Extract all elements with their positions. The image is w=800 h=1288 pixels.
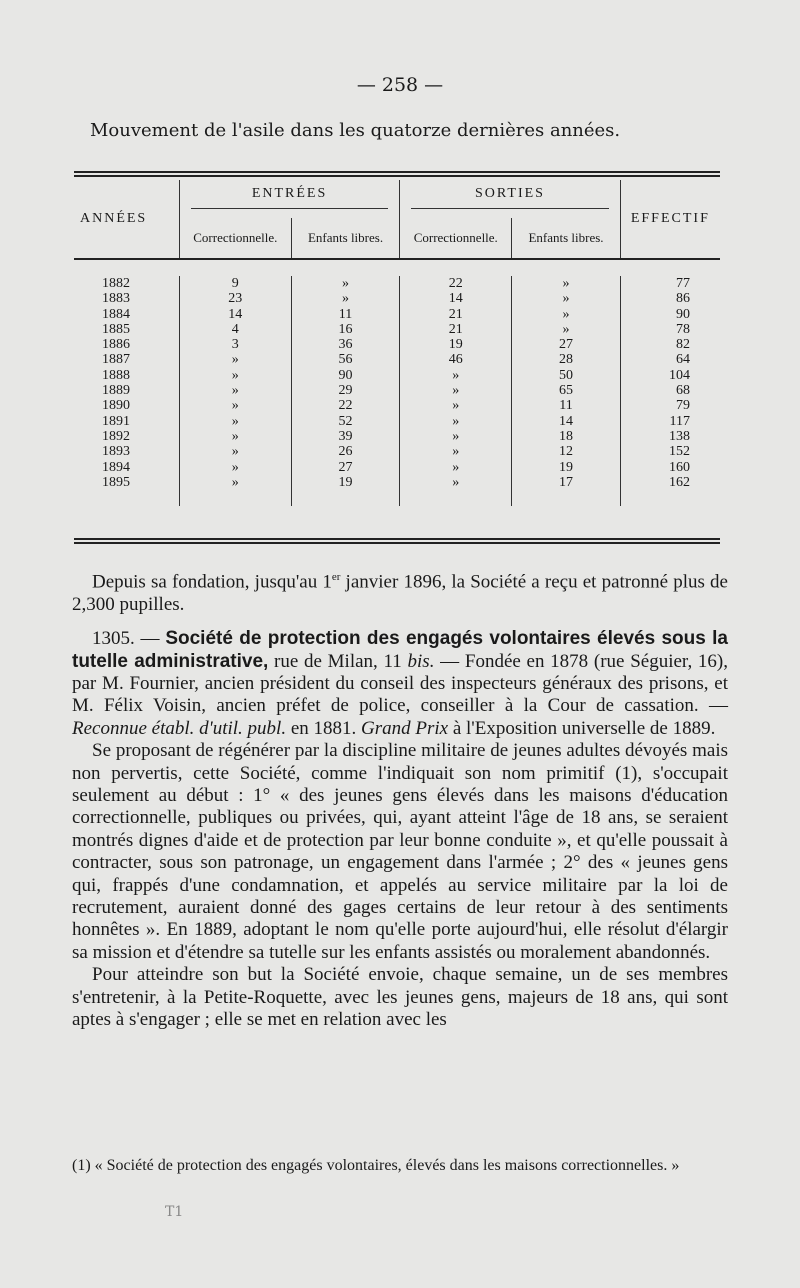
table-cell: 79 [620,398,720,413]
header-effective: EFFECTIF [620,180,720,259]
table-row [74,307,720,322]
table-cell: 11 [512,398,620,413]
table-cell: 65 [512,383,620,398]
table-cell: 152 [620,444,720,459]
table-cell: » [400,383,512,398]
paragraph-founding: Depuis sa fondation, jusqu'au 1er janvier 1896, la Société a reçu et patronné plus de 2,300 pupilles. [72,571,728,615]
paragraph-method: Pour atteindre son but la Société envoie, chaque semaine, un de ses membres s'entretenir, à la Petite-Roquette, avec les jeunes gens, majeurs de 18 ans, qui sont aptes à s'engager ; elle se met en relation avec les [72,964,728,1031]
table-cell: » [400,429,512,444]
table-cell: » [400,368,512,383]
table-cell: 64 [620,352,720,367]
table-cell: 138 [620,429,720,444]
table-cell: » [179,460,291,475]
table-cell: » [291,276,399,291]
table-cell: 162 [620,475,720,490]
table-cell: 1888 [102,367,130,383]
table-row [74,276,720,291]
header-entries-correctional: Correctionnelle. [179,218,291,259]
footnote: (1) « Société de protection des engagés volontaires, élevés dans les maisons correctionnelles. » [72,1157,680,1174]
table-row [74,291,720,306]
table-cell: 1891 [102,413,130,429]
table-cell: 86 [620,291,720,306]
table-cell: » [512,276,620,291]
table-cell: 39 [291,429,399,444]
table-cell: » [512,307,620,322]
table-cell: » [512,291,620,306]
table-cell: 16 [291,322,399,337]
table-cell: 1885 [102,321,130,337]
table-cell: 117 [620,414,720,429]
table-cell: 19 [291,475,399,490]
page-number: — 258 — [356,74,444,96]
table-cell: 36 [291,337,399,352]
table-cell: » [291,291,399,306]
table-cell: » [179,414,291,429]
table-row [74,460,720,475]
table-cell: 14 [179,307,291,322]
table-cell: 50 [512,368,620,383]
table-cell: 52 [291,414,399,429]
table-cell: 27 [291,460,399,475]
table-cell: » [179,444,291,459]
table-cell: 19 [400,337,512,352]
table-cell: 1883 [102,291,130,307]
header-entries-label: ENTRÉES [251,186,328,201]
table-cell: 23 [179,291,291,306]
table-cell: 1893 [102,444,130,460]
table-cell: 1889 [102,383,130,399]
table-cell: 1884 [102,306,130,322]
table-cell: 21 [400,307,512,322]
bottom-mark: T1 [165,1204,184,1220]
table-cell: 28 [512,352,620,367]
table-cell: 22 [291,398,399,413]
table-cell: 90 [291,368,399,383]
table-row [74,414,720,429]
body-column [72,566,728,1031]
table-cell: 11 [291,307,399,322]
table-cell: 21 [400,322,512,337]
table-cell: 1892 [102,428,130,444]
table-cell: » [179,475,291,490]
table-row [74,444,720,459]
table-cell: » [400,460,512,475]
table-cell: 14 [512,414,620,429]
table-cell: 9 [179,276,291,291]
table-cell: 1886 [102,337,130,353]
table-cell: » [179,368,291,383]
table-row [74,398,720,413]
table-cell: » [179,429,291,444]
table-bottom-rule-2 [74,542,720,544]
header-exits-free: Enfants libres. [512,218,620,259]
table-cell: » [400,414,512,429]
table-cell: 19 [512,460,620,475]
paragraph-mission: Se proposant de régénérer par la discipline militaire de jeunes adultes dévoyés mais non pervertis, cette Société, comme l'indiquait son nom primitif (1), s'occupait seulement au début : 1° « des jeunes gens élevés dans les maisons d'éducation correctionnelle, publiques ou privées, qui, ayant atteint l'âge de 18 ans, se seraient montrés dignes d'aide et de protection par leur bonne conduite », et qu'elle poussait à contracter, sous son patronage, un engagement dans l'armée ; 2° des « jeunes gens qui, frappés d'une condamnation, et appelés au service militaire par la loi de recrutement, auraient donné des gages certains de leur retour à des sentiments honnêtes ». En 1889, adoptant le nom qu'elle porte aujourd'hui, elle résolut d'élargir sa mission et d'étendre sa tutelle sur les enfants assistés ou moralement abandonnés. [72,740,728,963]
asylum-statistics-table [74,180,720,506]
header-entries [179,180,399,218]
table-cell: 26 [291,444,399,459]
table-cell: 17 [512,475,620,490]
table-cell: » [179,398,291,413]
table-cell: 77 [620,276,720,291]
table-cell: 1890 [102,398,130,414]
table-body [74,259,720,506]
table-cell: » [400,444,512,459]
table-cell: 27 [512,337,620,352]
table-cell: 68 [620,383,720,398]
table-cell: » [512,322,620,337]
table-top-rule-2 [74,175,720,177]
table-top-rule [74,171,720,173]
table-cell: 104 [620,368,720,383]
table-cell: 29 [291,383,399,398]
table-cell: 12 [512,444,620,459]
table-row [74,337,720,352]
header-exits-label: SORTIES [475,186,545,201]
table-cell: 4 [179,322,291,337]
table-cell: 14 [400,291,512,306]
table-cell: 1882 [102,276,130,291]
header-exits [400,180,620,218]
table-cell: 160 [620,460,720,475]
table-cell: » [179,383,291,398]
table-cell: 1895 [102,474,130,490]
table-cell: 46 [400,352,512,367]
header-entries-free: Enfants libres. [291,218,399,259]
table-cell: » [179,352,291,367]
exits-bracket [411,208,609,213]
table-cell: 22 [400,276,512,291]
table-cell: 1894 [102,459,130,475]
table-cell: 18 [512,429,620,444]
table-caption: Mouvement de l'asile dans les quatorze dernières années. [90,120,621,141]
table-cell: 1887 [102,352,130,368]
table-row [74,368,720,383]
entries-bracket [191,208,389,213]
header-years: ANNÉES [80,211,148,226]
table-cell: 82 [620,337,720,352]
table-row [74,322,720,337]
table-cell: 56 [291,352,399,367]
society-title: Société de protection des engagés volontaires élevés sous la tutelle administrative, [72,628,728,672]
table-row [74,383,720,398]
table-row [74,352,720,367]
header-exits-correctional: Correctionnelle. [400,218,512,259]
paragraph-society-1305: 1305. — Société de protection des engagés volontaires élevés sous la tutelle administrative, rue de Milan, 11 bis. — Fondée en 1878 (rue Séguier, 16), par M. Fournier, ancien président du conseil des inspecteurs généraux des prisons, et M. Félix Voisin, ancien préfet de police, conseiller à la Cour de cassation. — Reconnue établ. d'util. publ. en 1881. Grand Prix à l'Exposition universelle de 1889. [72,628,729,739]
entry-number: 1305. — [92,628,166,650]
table-row [74,475,720,490]
table-cell: » [400,475,512,490]
table-cell: 90 [620,307,720,322]
table-row [74,429,720,444]
table-cell: » [400,398,512,413]
table-cell: 3 [179,337,291,352]
table-cell: 78 [620,322,720,337]
table-bottom-rule [74,538,720,540]
